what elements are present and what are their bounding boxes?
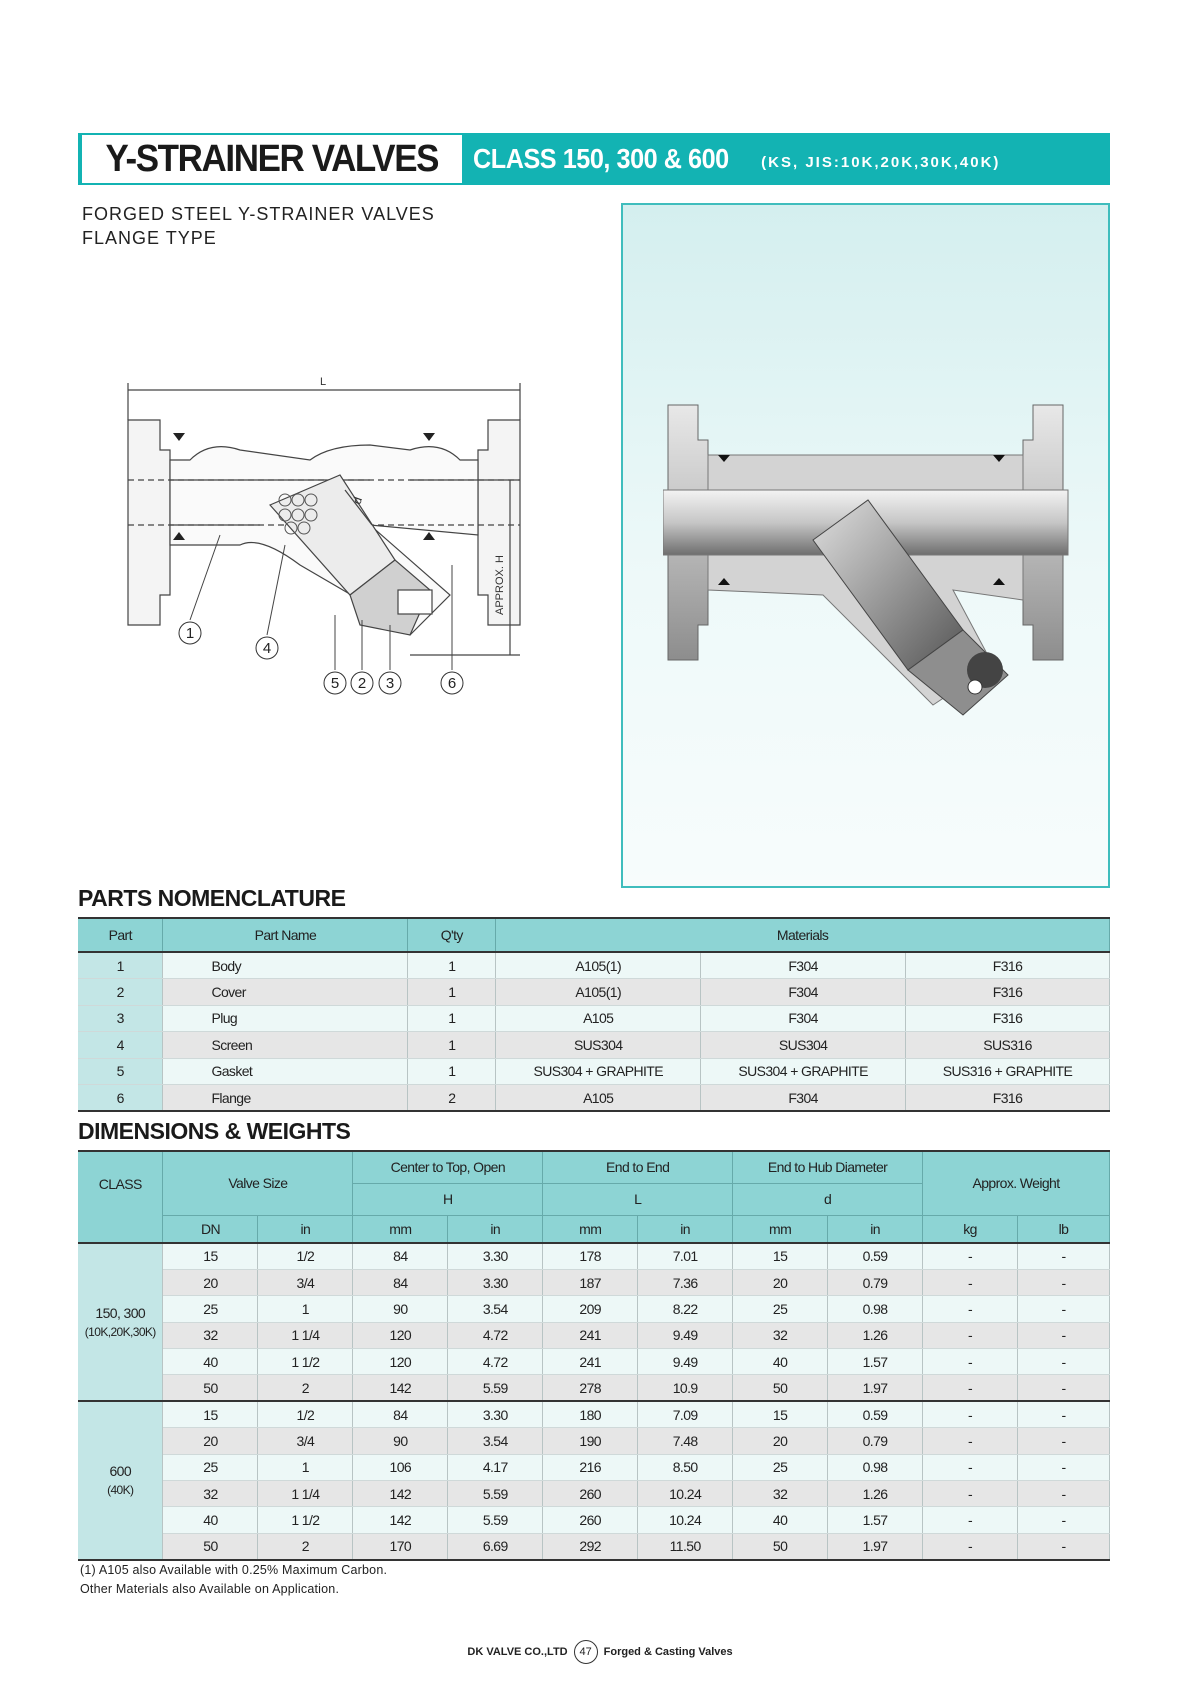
dims-cell: 25 (733, 1296, 828, 1322)
footer-label: Forged & Casting Valves (603, 1646, 733, 1658)
class-sub: (10K,20K,30K) (84, 1324, 156, 1339)
callout-6: 6 (447, 675, 457, 692)
table-row (78, 1296, 1110, 1322)
page-number: 47 (574, 1640, 598, 1664)
part-name-cell: Body (163, 952, 408, 979)
dims-cell: - (1017, 1454, 1109, 1480)
material-cell: F316 (906, 979, 1110, 1006)
qty-cell: 1 (408, 1058, 496, 1085)
table-row (78, 1428, 1110, 1454)
part-name-cell: Screen (163, 1032, 408, 1059)
parts-header-materials: Materials (496, 918, 1110, 952)
qty-cell: 1 (408, 1032, 496, 1059)
dims-cell: 2 (258, 1533, 353, 1559)
dims-cell: 170 (353, 1533, 448, 1559)
unit-header: lb (1017, 1215, 1109, 1243)
callout-5: 5 (330, 675, 340, 692)
dims-class-spacer (78, 1215, 163, 1243)
dims-cell: 1 1/4 (258, 1322, 353, 1348)
dims-cell: 25 (163, 1454, 258, 1480)
dims-cell: 32 (163, 1322, 258, 1348)
dims-cell: 241 (543, 1322, 638, 1348)
material-cell: A105(1) (496, 952, 701, 979)
dims-cell: 15 (733, 1401, 828, 1427)
dims-cell: 178 (543, 1243, 638, 1269)
class-sub: (40K) (107, 1483, 134, 1498)
dims-cell: 216 (543, 1454, 638, 1480)
table-row (78, 1349, 1110, 1375)
dims-cell: 1.26 (828, 1481, 923, 1507)
dims-header-center-to-top: Center to Top, Open (353, 1151, 543, 1183)
dims-cell: 15 (163, 1401, 258, 1427)
dims-cell: 1.97 (828, 1375, 923, 1401)
unit-header: in (828, 1215, 923, 1243)
dims-cell: 0.98 (828, 1454, 923, 1480)
dims-cell: 0.59 (828, 1243, 923, 1269)
dims-cell: 8.50 (638, 1454, 733, 1480)
drawing-label-d: d (349, 494, 366, 507)
dims-cell: 1/2 (258, 1243, 353, 1269)
dims-cell: 25 (733, 1454, 828, 1480)
table-row (78, 952, 1110, 979)
unit-header: DN (163, 1215, 258, 1243)
dims-cell: - (923, 1243, 1018, 1269)
dimensions-table (78, 1150, 1110, 1561)
drawing-label-H: APPROX. H (494, 555, 506, 615)
dims-cell: 40 (733, 1349, 828, 1375)
page-title: Y-STRAINER VALVES (105, 137, 439, 180)
unit-header: mm (733, 1215, 828, 1243)
part-name-cell: Cover (163, 979, 408, 1006)
table-row (78, 1269, 1110, 1295)
callout-2: 2 (357, 675, 367, 692)
dims-cell: - (1017, 1349, 1109, 1375)
dims-cell: 0.79 (828, 1428, 923, 1454)
dims-cell: 25 (163, 1296, 258, 1322)
part-name-cell: Plug (163, 1005, 408, 1032)
material-cell: F316 (906, 952, 1110, 979)
subtitle-line-2: FLANGE TYPE (82, 228, 217, 248)
dims-cell: 260 (543, 1507, 638, 1533)
dims-cell: 32 (163, 1481, 258, 1507)
page-footer (0, 1640, 1200, 1664)
class-heading (473, 133, 1000, 185)
material-cell: F304 (701, 1085, 906, 1112)
dims-cell: 15 (163, 1243, 258, 1269)
dims-cell: - (923, 1375, 1018, 1401)
dims-cell: 1 (258, 1296, 353, 1322)
dims-cell: - (923, 1533, 1018, 1559)
qty-cell: 2 (408, 1085, 496, 1112)
dims-cell: 8.22 (638, 1296, 733, 1322)
product-subtitle (82, 202, 435, 250)
dims-cell: 7.01 (638, 1243, 733, 1269)
dims-cell: - (1017, 1375, 1109, 1401)
dims-table-body (78, 1243, 1110, 1560)
dims-cell: 50 (733, 1375, 828, 1401)
table-row (78, 1322, 1110, 1348)
dims-cell: 2 (258, 1375, 353, 1401)
part-cell: 1 (78, 952, 163, 979)
table-row (78, 979, 1110, 1006)
dims-cell: 84 (353, 1243, 448, 1269)
dims-cell: - (923, 1296, 1018, 1322)
dims-cell: - (923, 1454, 1018, 1480)
header-band (78, 133, 1110, 185)
dims-cell: 20 (733, 1269, 828, 1295)
table-row (78, 1507, 1110, 1533)
dims-cell: - (923, 1507, 1018, 1533)
parts-table-body (78, 952, 1110, 1111)
part-cell: 4 (78, 1032, 163, 1059)
dims-cell: - (923, 1401, 1018, 1427)
parts-header-name: Part Name (163, 918, 408, 952)
dims-cell: 1.57 (828, 1507, 923, 1533)
dims-cell: 40 (163, 1507, 258, 1533)
dims-cell: 4.72 (448, 1349, 543, 1375)
dims-cell: 3.54 (448, 1428, 543, 1454)
material-cell: SUS304 (701, 1032, 906, 1059)
part-name-cell: Flange (163, 1085, 408, 1112)
dims-cell: 187 (543, 1269, 638, 1295)
dims-cell: 142 (353, 1481, 448, 1507)
dims-cell: 4.17 (448, 1454, 543, 1480)
dims-cell: 3.54 (448, 1296, 543, 1322)
dims-cell: 6.69 (448, 1533, 543, 1559)
subtitle-line-1: FORGED STEEL Y-STRAINER VALVES (82, 204, 435, 224)
dims-cell: 190 (543, 1428, 638, 1454)
unit-header: in (448, 1215, 543, 1243)
qty-cell: 1 (408, 979, 496, 1006)
dims-cell: 50 (163, 1533, 258, 1559)
dims-cell: 11.50 (638, 1533, 733, 1559)
qty-cell: 1 (408, 1005, 496, 1032)
unit-header: mm (543, 1215, 638, 1243)
material-cell: A105(1) (496, 979, 701, 1006)
dims-cell: 1.57 (828, 1349, 923, 1375)
dims-cell: 9.49 (638, 1349, 733, 1375)
dims-cell: 120 (353, 1349, 448, 1375)
dims-header-d: d (733, 1183, 923, 1215)
dims-cell: - (1017, 1533, 1109, 1559)
callout-1: 1 (185, 625, 195, 642)
dims-cell: 7.48 (638, 1428, 733, 1454)
dims-cell: 32 (733, 1481, 828, 1507)
class-cell (78, 1401, 163, 1559)
dims-header-end-to-end: End to End (543, 1151, 733, 1183)
table-row (78, 1058, 1110, 1085)
part-cell: 2 (78, 979, 163, 1006)
unit-header: kg (923, 1215, 1018, 1243)
dims-cell: 0.79 (828, 1269, 923, 1295)
material-cell: A105 (496, 1005, 701, 1032)
dims-cell: 278 (543, 1375, 638, 1401)
class-main: 600 (109, 1463, 132, 1480)
footnote-1: (1) A105 also Available with 0.25% Maximum Carbon. (80, 1563, 388, 1577)
dims-cell: 142 (353, 1375, 448, 1401)
dims-cell: 3/4 (258, 1269, 353, 1295)
table-row (78, 1032, 1110, 1059)
dims-cell: 3/4 (258, 1428, 353, 1454)
dims-cell: - (923, 1269, 1018, 1295)
unit-header: in (258, 1215, 353, 1243)
dims-cell: - (1017, 1481, 1109, 1507)
table-row (78, 1481, 1110, 1507)
dims-cell: 3.30 (448, 1269, 543, 1295)
dims-cell: 7.36 (638, 1269, 733, 1295)
dims-cell: 9.49 (638, 1322, 733, 1348)
dims-cell: 10.9 (638, 1375, 733, 1401)
part-cell: 3 (78, 1005, 163, 1032)
dims-cell: - (1017, 1296, 1109, 1322)
footnote-2: Other Materials also Available on Application. (80, 1582, 340, 1596)
dims-cell: - (923, 1481, 1018, 1507)
title-box (78, 133, 464, 185)
table-row (78, 1005, 1110, 1032)
dims-cell: 84 (353, 1269, 448, 1295)
parts-header-qty: Q'ty (408, 918, 496, 952)
dims-header-valve-size: Valve Size (163, 1151, 353, 1215)
material-cell: A105 (496, 1085, 701, 1112)
dims-cell: 50 (163, 1375, 258, 1401)
table-row (78, 1454, 1110, 1480)
footer-company: DK VALVE CO.,LTD (467, 1646, 568, 1658)
material-cell: SUS304 (496, 1032, 701, 1059)
callout-4: 4 (262, 640, 272, 657)
dims-header-L: L (543, 1183, 733, 1215)
dims-cell: - (923, 1428, 1018, 1454)
dims-cell: 20 (163, 1269, 258, 1295)
class-heading-sub: (KS, JIS:10K,20K,30K,40K) (761, 153, 1001, 171)
table-row (78, 1243, 1110, 1269)
dims-cell: 20 (733, 1428, 828, 1454)
material-cell: F304 (701, 979, 906, 1006)
dims-header-hub-diameter: End to Hub Diameter (733, 1151, 923, 1183)
parts-table (78, 917, 1110, 1112)
part-cell: 6 (78, 1085, 163, 1112)
part-name-cell: Gasket (163, 1058, 408, 1085)
material-cell: SUS304 + GRAPHITE (701, 1058, 906, 1085)
parts-header-part: Part (78, 918, 163, 952)
dims-cell: 4.72 (448, 1322, 543, 1348)
dims-cell: 90 (353, 1296, 448, 1322)
material-cell: SUS316 (906, 1032, 1110, 1059)
dims-cell: 1.26 (828, 1322, 923, 1348)
dims-cell: 241 (543, 1349, 638, 1375)
dims-cell: 1 (258, 1454, 353, 1480)
dims-cell: 5.59 (448, 1375, 543, 1401)
dims-cell: - (1017, 1322, 1109, 1348)
dims-cell: 7.09 (638, 1401, 733, 1427)
material-cell: F304 (701, 952, 906, 979)
unit-header: in (638, 1215, 733, 1243)
dims-cell: 40 (733, 1507, 828, 1533)
dims-header-H: H (353, 1183, 543, 1215)
sectional-drawing (110, 365, 590, 755)
callout-3: 3 (385, 675, 395, 692)
drawing-label-L: L (320, 376, 327, 388)
product-illustration-panel (621, 203, 1110, 888)
qty-cell: 1 (408, 952, 496, 979)
dims-cell: 1 1/4 (258, 1481, 353, 1507)
dims-cell: 260 (543, 1481, 638, 1507)
material-cell: F304 (701, 1005, 906, 1032)
dims-cell: 0.59 (828, 1401, 923, 1427)
dims-cell: 5.59 (448, 1481, 543, 1507)
dims-cell: 10.24 (638, 1481, 733, 1507)
dims-cell: 15 (733, 1243, 828, 1269)
dims-section-title: DIMENSIONS & WEIGHTS (78, 1118, 351, 1144)
dims-cell: 1 1/2 (258, 1507, 353, 1533)
dims-units-row (78, 1215, 1110, 1243)
dims-cell: 20 (163, 1428, 258, 1454)
dims-cell: - (1017, 1243, 1109, 1269)
material-cell: SUS304 + GRAPHITE (496, 1058, 701, 1085)
dims-cell: 32 (733, 1322, 828, 1348)
dims-cell: 142 (353, 1507, 448, 1533)
material-cell: SUS316 + GRAPHITE (906, 1058, 1110, 1085)
table-row (78, 1533, 1110, 1559)
dims-header-weight: Approx. Weight (923, 1151, 1110, 1215)
dims-cell: - (923, 1322, 1018, 1348)
dims-cell: - (1017, 1428, 1109, 1454)
dims-cell: - (1017, 1401, 1109, 1427)
material-cell: F316 (906, 1085, 1110, 1112)
dims-cell: 3.30 (448, 1243, 543, 1269)
table-row (78, 1401, 1110, 1427)
dims-cell: 106 (353, 1454, 448, 1480)
dims-cell: 84 (353, 1401, 448, 1427)
dims-cell: 209 (543, 1296, 638, 1322)
dims-cell: 40 (163, 1349, 258, 1375)
dims-cell: 120 (353, 1322, 448, 1348)
dims-header-class: CLASS (78, 1151, 163, 1215)
dims-cell: 1.97 (828, 1533, 923, 1559)
dims-cell: 0.98 (828, 1296, 923, 1322)
parts-section-title: PARTS NOMENCLATURE (78, 885, 346, 911)
dims-cell: - (1017, 1507, 1109, 1533)
dims-cell: 292 (543, 1533, 638, 1559)
class-heading-main: CLASS 150, 300 & 600 (473, 143, 729, 174)
class-cell (78, 1243, 163, 1401)
dims-cell: 1/2 (258, 1401, 353, 1427)
dims-cell: 50 (733, 1533, 828, 1559)
part-cell: 5 (78, 1058, 163, 1085)
dims-cell: - (1017, 1269, 1109, 1295)
dims-cell: 3.30 (448, 1401, 543, 1427)
dims-cell: 10.24 (638, 1507, 733, 1533)
class-main: 150, 300 (95, 1304, 146, 1321)
dims-cell: 90 (353, 1428, 448, 1454)
dims-cell: 180 (543, 1401, 638, 1427)
dims-cell: - (923, 1349, 1018, 1375)
dims-cell: 1 1/2 (258, 1349, 353, 1375)
unit-header: mm (353, 1215, 448, 1243)
table-row (78, 1085, 1110, 1112)
material-cell: F316 (906, 1005, 1110, 1032)
table-row (78, 1375, 1110, 1401)
cutaway-valve-illustration (663, 400, 1073, 730)
dims-cell: 5.59 (448, 1507, 543, 1533)
